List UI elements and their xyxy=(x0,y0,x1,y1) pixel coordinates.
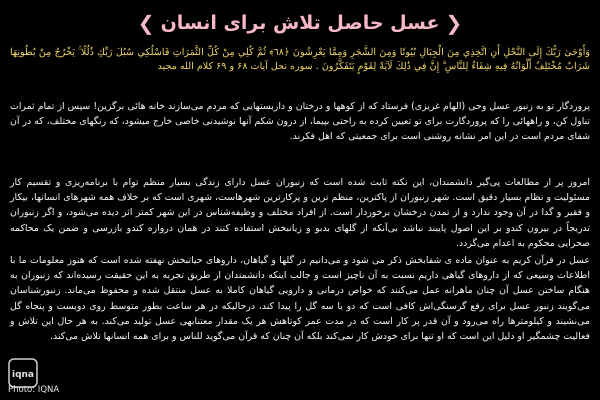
title-bar xyxy=(0,6,600,40)
ornament-bracket-right: ❯ xyxy=(445,11,463,35)
quran-verse: وَأَوْحَىٰ رَبُّكَ إِلَى النَّحْلِ أَنِ اتَّخِذِي مِنَ الْجِبَالِ بُيُوتًا وَمِنَ الشَّجَرِ وَمِمَّا يَعْرِشُونَ ﴿٦٨﴾ ثُمَّ كُلِي مِنْ كُلِّ الثَّمَرَاتِ فَاسْلُكِي سُبُلَ رَبِّكِ ذُلُلًا ۚ يَخْرُجُ مِنْ بُطُونِهَا شَرَابٌ مُخْتَلِفٌ أَلْوَانُهُ فِيهِ شِفَاءٌ لِلنَّاسِ ۗ إِنَّ فِي ذَٰلِكَ لَآيَةً لِقَوْمٍ يَتَفَكَّرُونَ xyxy=(10,47,590,72)
quran-verse-block xyxy=(10,46,590,74)
iqna-logo-icon xyxy=(8,358,38,388)
verse-reference: . سوره نحل آیات ۶۸ و ۶۹ کلام الله مجید xyxy=(157,61,322,72)
photo-credit: Photo: IQNA xyxy=(8,385,60,395)
paragraph-bee-society: امروز پر از مطالعات پی‌گیر دانشمندان، این نکته ثابت شده است که زنبوران عسل دارای زندگی بسیار منظم توام با برنامه‌ریزی و تقسیم کار مسئولیت و نظام بسیار دقیق است. شهر زنبوران از پاکترین، منظم ترین و پرکارترین شهرهاست، شهری است که بر خلاف همه شهرهای انسانها، بیکار و فقیر و گدا در آن وجود ندارد و از تمدن درخشان برخوردار است. از افراد مختلف و وظیفه‌شناس در این شهر کمتر اثر دیده می‌شود، و اگر زنبوران تدریجاً در بیرون کندو بر این اصول پایبند نباشد بی‌آنکه از گلهای بدبو و زیانبخش استفاده کنند در همان دروازه کندو بازرسی و ضمن یک محاکمه صحرایی محکوم به اعدام می‌گردد. xyxy=(10,177,590,249)
ornament-bracket-left: ❮ xyxy=(137,11,155,35)
page-title: عسل حاصل تلاش برای انسان xyxy=(160,12,440,34)
paragraph-honey-healing: عسل در قرآن کریم به عنوان ماده ی شفابخش ذکر می شود و می‌دانیم در گلها و گیاهان، داروهای حیاتبخش نهفته شده است که هنوز معلومات ما با اطلاعات وسیعی که از داروهای گیاهی داریم نسبت به آن ناچیز است و جالب اینکه دانشمندان از طریق تجربه به این حقیقت رسیده‌اند که زنبوران به هنگام ساختن عسل آن چنان ماهرانه عمل می‌کنند که خواص درمانی و دارویی گیاهان کاملا به عسل منتقل شده و محفوظ می‌ماند. زنبورشناسان می‌گویند زنبور عسل برای رفع گرسنگی‌اش کافی است که دو یا سه گل را پیدا کند، درحالیکه در هر ساعت بطور متوسط روی دویست و پنجاه گل می‌نشیند و کیلومترها راه می‌رود و آن قدر پر کار است که در مدت عمر کوتاهش هر یک مقدار معتنابهی عسل تولید می‌کند. به هر حال این تلاش و فعالیت چشمگیر او دلیل این است که او تنها برای خودش کار نمی‌کند بلکه آن چنان که قرآن می‌گوید للناس و برای همه انسانها تلاش می‌کند. xyxy=(10,255,590,343)
paragraph-translation: پروردگار تو به زنبور عسل وحی (الهام غریزی) فرستاد که از کوهها و درختان و داربستهایی که مردم می‌سازند خانه هائی برگزین! سپس از تمام ثمرات تناول کن، و راههائی را که پروردگارت برای تو تعیین کرده به راحتی بپیما، از درون شکم آنها نوشیدنی خاصی خارج میشود، که رنگهای مختلف، که در آن شفای مردم است در این امر نشانه روشنی است برای جمعیتی که اهل فکرند. xyxy=(10,101,590,143)
logo-text: iqna xyxy=(11,370,35,380)
